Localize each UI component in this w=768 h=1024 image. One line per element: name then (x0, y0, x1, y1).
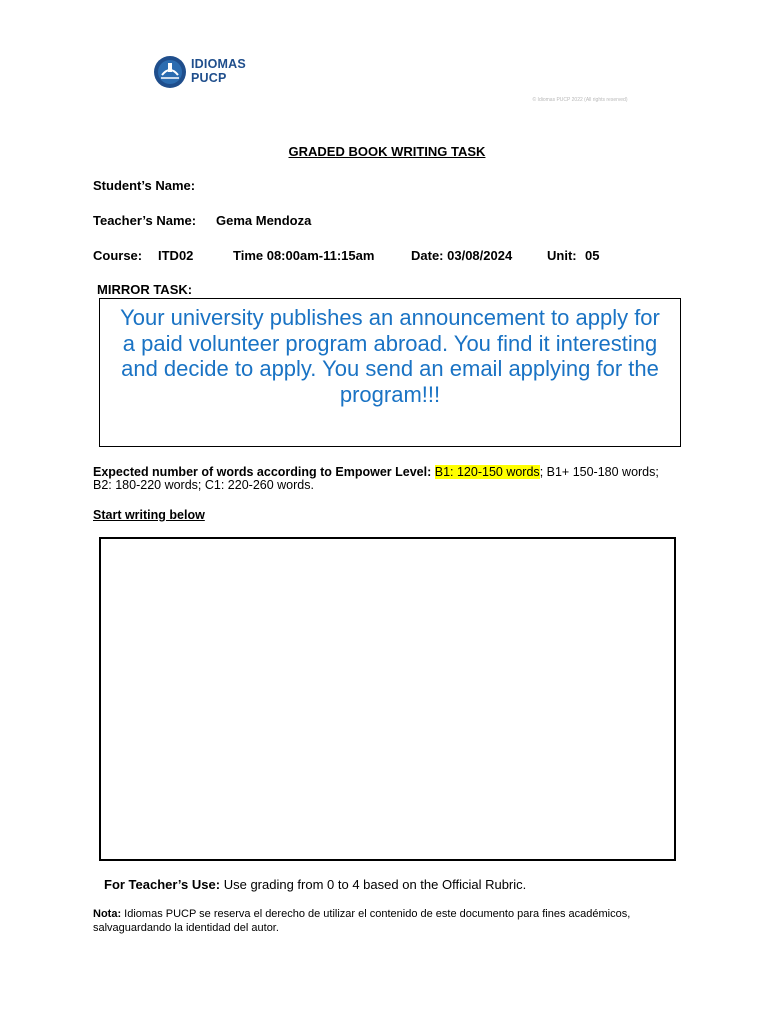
teacher-use-label: For Teacher’s Use: (104, 877, 221, 892)
logo-text-line2: PUCP (191, 71, 227, 85)
teacher-use-text: Use grading from 0 to 4 based on the Official Rubric. (223, 877, 527, 892)
mirror-task-prompt: Your university publishes an announcement to apply for a paid volunteer program abroad. You find it interesting and decide to apply. You send an email applying for the program!!! (120, 305, 660, 407)
expected-words-label: Expected number of words according to Empower Level: (93, 465, 432, 479)
nota-text: Idiomas PUCP se reserva el derecho de utilizar el contenido de este documento para fines académicos, salvaguardando la identidad del autor. (93, 908, 631, 934)
course-time: Time 08:00am-11:15am (233, 248, 375, 263)
course-label: Course: (93, 248, 143, 263)
student-name-row (93, 178, 195, 193)
teacher-name-label: Teacher’s Name: (93, 213, 197, 228)
course-date: Date: 03/08/2024 (411, 248, 513, 263)
idiomas-pucp-logo (153, 54, 263, 90)
page-title: GRADED BOOK WRITING TASK (288, 144, 486, 159)
unit-label: Unit: (547, 248, 577, 263)
logo-emblem-icon (153, 55, 187, 89)
expected-words-note (93, 466, 663, 492)
expected-words-highlight: B1: 120-150 words (434, 465, 540, 479)
copyright-note: © Idiomas PUCP 2022 (All rights reserved) (532, 97, 628, 103)
student-name-label: Student’s Name: (93, 178, 196, 193)
mirror-task-label: MIRROR TASK: (97, 282, 193, 297)
logo-text-line1: IDIOMAS (191, 57, 246, 71)
expected-words-rest: ; B1+ 150-180 words; B2: 180-220 words; C1: 220-260 words. (93, 465, 659, 492)
teacher-name-value: Gema Mendoza (216, 213, 312, 228)
nota-note (93, 908, 693, 935)
writing-area[interactable] (99, 537, 676, 861)
nota-label: Nota: (93, 908, 122, 920)
course-value: ITD02 (158, 248, 194, 263)
unit-value: 05 (585, 248, 600, 263)
teacher-use-note (104, 877, 526, 892)
start-writing-label: Start writing below (93, 508, 205, 522)
